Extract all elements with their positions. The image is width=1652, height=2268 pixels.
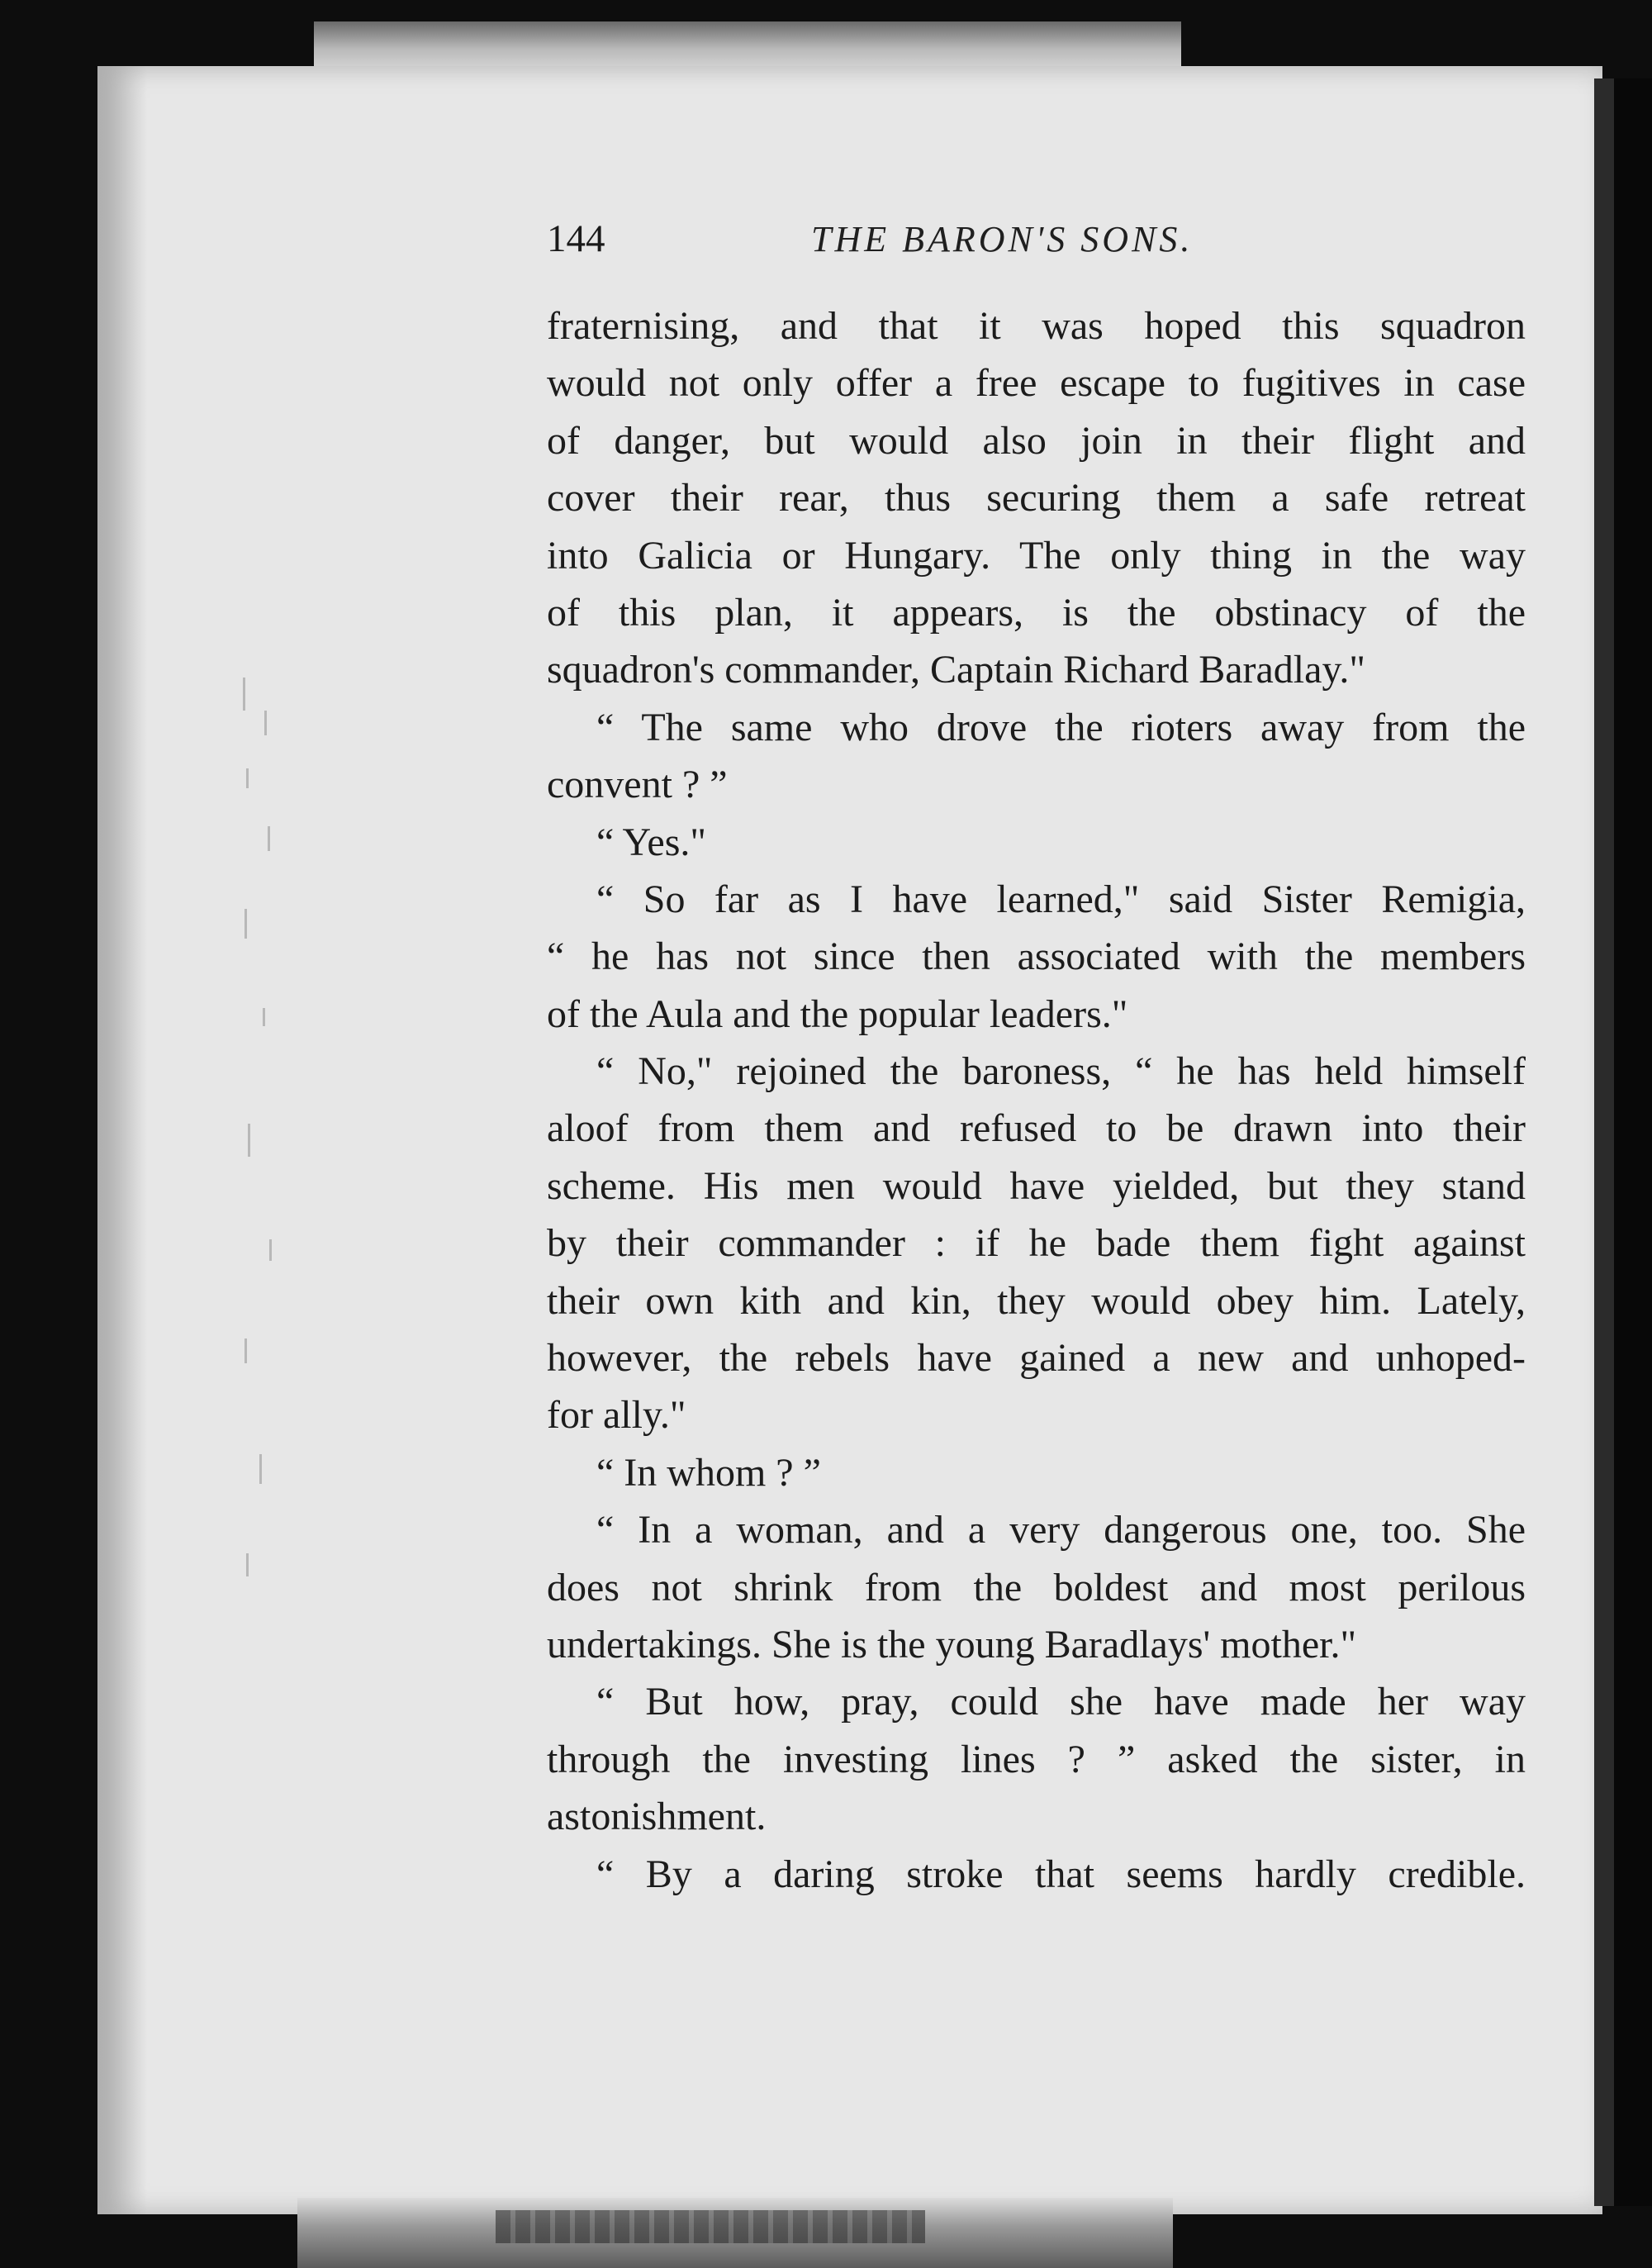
page-header [547,216,1521,266]
margin-bleed-marks [240,661,289,1611]
text-line: “ The same who drove the rioters away from the [596,705,1526,749]
text-line: “ By a daring stroke that seems hardly credible. [596,1852,1526,1896]
text-line: through the investing lines ? ” asked the sister, in [547,1737,1526,1781]
text-line: scheme. His men would have yielded, but they stand [547,1163,1526,1208]
text-line: does not shrink from the boldest and most perilous [547,1565,1526,1609]
running-title: THE BARON'S SONS. [811,219,1194,259]
body-text [547,297,1526,1903]
text-line: squadron's commander, Captain Richard Baradlay." [547,648,1365,692]
text-line: of this plan, it appears, is the obstinacy of the [547,590,1526,635]
text-line: cover their rear, thus securing them a safe retreat [547,476,1526,521]
text-line: their own kith and kin, they would obey him. Lately, [547,1278,1526,1323]
text-line: “ No," rejoined the baroness, “ he has held himself [596,1049,1526,1094]
text-line: “ he has not since then associated with the members [547,934,1526,979]
text-line: fraternising, and that it was hoped this squadron [547,304,1526,348]
text-line: astonishment. [547,1795,767,1839]
text-line: “ So far as I have learned," said Sister Remigia, [596,877,1526,921]
page-number: 144 [547,217,605,260]
text-line: “ But how, pray, could she have made her way [596,1680,1526,1724]
text-line: by their commander : if he bade them fight against [547,1221,1526,1266]
text-line: into Galicia or Hungary. The only thing in the way [547,533,1526,578]
text-line: “ In a woman, and a very dangerous one, too. She [596,1508,1526,1552]
scan-border-right [1614,78,1652,2206]
text-line: would not only offer a free escape to fugitives in case [547,361,1526,406]
text-line: for ally." [547,1393,686,1438]
text-line: aloof from them and refused to be drawn into their [547,1106,1526,1151]
text-line: of the Aula and the popular leaders." [547,991,1128,1036]
text-line: of danger, but would also join in their flight and [547,418,1526,463]
spine-shadow [97,66,147,2214]
top-scan-strip [314,21,1181,71]
text-line: however, the rebels have gained a new and unhoped- [547,1336,1526,1381]
bleed-through-text [496,2210,925,2243]
text-line: undertakings. She is the young Baradlays' mother." [547,1622,1357,1667]
text-line: “ Yes." [596,820,706,864]
text-line: “ In whom ? ” [596,1450,821,1495]
page-edge-dark [1594,78,1614,2206]
text-line: convent ? ” [547,763,728,807]
